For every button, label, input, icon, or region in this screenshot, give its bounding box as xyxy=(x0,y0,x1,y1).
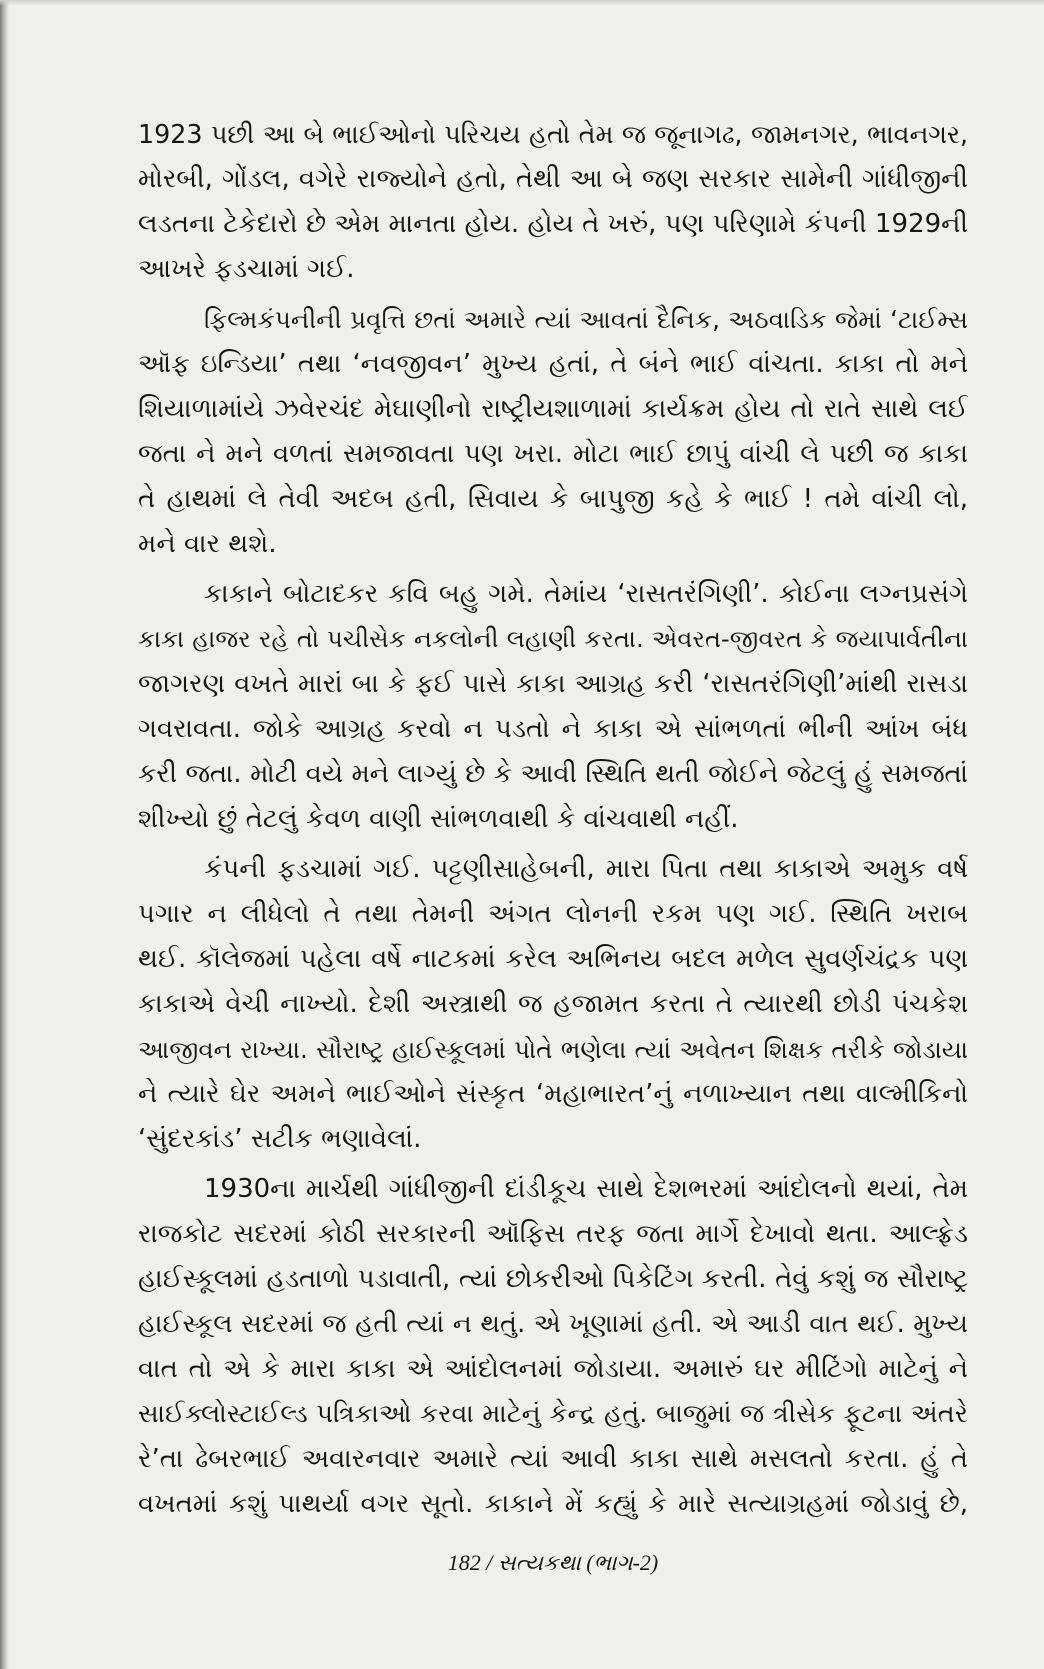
paragraph xyxy=(138,297,968,567)
text-line: મને વાર થશે. xyxy=(138,529,277,559)
text-line: રાજકોટ સદરમાં કોઠી સરકારની ઑફિસ તરફ જતા માર્ગે દેખાવો થતા. આલ્ફ્રેડ xyxy=(138,1219,968,1249)
text-line: શીખ્યો છું તેટલું કેવળ વાણી સાંભળવાથી કે વાંચવાથી નહીં. xyxy=(138,804,739,834)
scan-edge-shadow xyxy=(0,0,9,1669)
text-line: સાઈક્લોસ્ટાઈલ્ડ પત્રિકાઓ કરવા માટેનું કેન્દ્ર હતું. બાજુમાં જ ત્રીસેક ફૂટના અંતરે xyxy=(138,1399,968,1429)
text-line: હાઈસ્કૂલમાં હડતાળો પડાવાતી, ત્યાં છોકરીઓ પિકેટિંગ કરતી. તેવું કશું જ સૌરાષ્ટ્ર xyxy=(138,1264,968,1294)
text-line: ને ત્યારે ઘેર અમને ભાઈઓને સંસ્કૃત ‘મહાભારત’નું નળાખ્યાન તથા વાલ્મીકિનો xyxy=(138,1079,968,1109)
text-line: લડતના ટેકેદારો છે એમ માનતા હોય. હોય તે ખરું, પણ પરિણામે કંપની 1929ની xyxy=(138,209,968,239)
text-line: 1923 પછી આ બે ભાઈઓનો પરિચય હતો તેમ જ જૂનાગઢ, જામનગર, ભાવનગર, xyxy=(138,119,968,149)
text-line: 1930ના માર્ચથી ગાંધીજીની દાંડીકૂચ સાથે દેશભરમાં આંદોલનો થયાં, તેમ xyxy=(204,1174,968,1204)
text-line: વખતમાં કશું પાથર્યા વગર સૂતો. કાકાને મેં કહ્યું કે મારે સત્યાગ્રહમાં જોડાવું છે, xyxy=(138,1489,968,1519)
page-body-text xyxy=(138,112,968,1527)
text-line: કાકા હાજર રહે તો પચીસેક નકલોની લહાણી કરતા. એવરત-જીવરત કે જયાપાર્વતીના xyxy=(138,625,968,653)
text-line: કંપની ફડચામાં ગઈ. પટ્ટણીસાહેબની, મારા પિતા તથા કાકાએ અમુક વર્ષ xyxy=(204,854,968,884)
text-line: હાઈસ્કૂલ સદરમાં જ હતી ત્યાં ન થતું. એ ખૂણામાં હતી. એ આડી વાત થઈ. મુખ્ય xyxy=(138,1309,968,1339)
text-line: રે’તા ઢેબરભાઈ અવારનવાર અમારે ત્યાં આવી કાકા સાથે મસલતો કરતા. હું તે xyxy=(138,1444,968,1474)
text-line: ‘સુંદરકાંડ’ સટીક ભણાવેલાં. xyxy=(138,1124,422,1154)
text-line: કાકાને બોટાદકર કવિ બહુ ગમે. તેમાંય ‘રાસતરંગિણી’. કોઈના લગ્નપ્રસંગે xyxy=(204,579,968,609)
text-line: આજીવન રાખ્યા. સૌરાષ્ટ્ર હાઈસ્કૂલમાં પોતે ભણેલા ત્યાં અવેતન શિક્ષક તરીકે જોડાયા xyxy=(138,1035,968,1064)
text-line: મોરબી, ગોંડલ, વગેરે રાજ્યોને હતો, તેથી આ બે જણ સરકાર સામેની ગાંધીજીની xyxy=(138,164,968,194)
text-line: ગવરાવતા. જોકે આગ્રહ કરવો ન પડતો ને કાકા એ સાંભળતાં ભીની આંખ બંધ xyxy=(138,714,968,744)
text-line: વાત તો એ કે મારા કાકા એ આંદોલનમાં જોડાયા. અમારું ઘર મીટિંગો માટેનું ને xyxy=(138,1354,968,1384)
paragraph xyxy=(138,572,968,842)
paragraph xyxy=(138,847,968,1162)
scan-top-shadow xyxy=(0,0,1044,6)
text-line: જતા ને મને વળતાં સમજાવતા પણ ખરા. મોટા ભાઈ છાપું વાંચી લે પછી જ કાકા xyxy=(138,439,968,469)
text-line: કરી જતા. મોટી વયે મને લાગ્યું છે કે આવી સ્થિતિ થતી જોઈને જેટલું હું સમજતાં xyxy=(138,759,968,789)
text-line: થઈ. કૉલેજમાં પહેલા વર્ષે નાટકમાં કરેલ અભિનય બદલ મળેલ સુવર્ણચંદ્રક પણ xyxy=(138,944,968,974)
text-line: ઑફ ઇન્ડિયા’ તથા ‘નવજીવન’ મુખ્ય હતાં, તે બંને ભાઈ વાંચતા. કાકા તો મને xyxy=(138,349,968,379)
text-line: કાકાએ વેચી નાખ્યો. દેશી અસ્ત્રાથી જ હજામત કરતા તે ત્યારથી છોડી પંચકેશ xyxy=(138,989,968,1019)
paragraph xyxy=(138,1167,968,1527)
text-line: તે હાથમાં લે તેવી અદબ હતી, સિવાય કે બાપુજી કહે કે ભાઈ ! તમે વાંચી લો, xyxy=(138,484,968,514)
text-line: પગાર ન લીધેલો તે તથા તેમની અંગત લોનની રકમ પણ ગઈ. સ્થિતિ ખરાબ xyxy=(138,899,968,929)
text-line: જાગરણ વખતે મારાં બા કે ફઈ પાસે કાકા આગ્રહ કરી ‘રાસતરંગિણી’માંથી રાસડા xyxy=(138,669,968,699)
text-line: શિયાળામાંયે ઝવેરચંદ મેઘાણીનો રાષ્ટ્રીયશાળામાં કાર્યક્રમ હોય તો રાતે સાથે લઈ xyxy=(138,394,968,424)
running-title: સત્યકથા (ભાગ-2) xyxy=(497,1550,659,1575)
paragraph xyxy=(138,112,968,292)
text-line: આખરે ફડચામાં ગઈ. xyxy=(138,254,355,284)
text-line: ફિલ્મકંપનીની પ્રવૃત્તિ છતાં અમારે ત્યાં આવતાં દૈનિક, અઠવાડિક જેમાં ‘ટાઈમ્સ xyxy=(204,305,968,334)
page-number: 182 xyxy=(447,1550,481,1575)
running-footer xyxy=(138,1545,968,1581)
footer-separator: / xyxy=(486,1550,493,1575)
